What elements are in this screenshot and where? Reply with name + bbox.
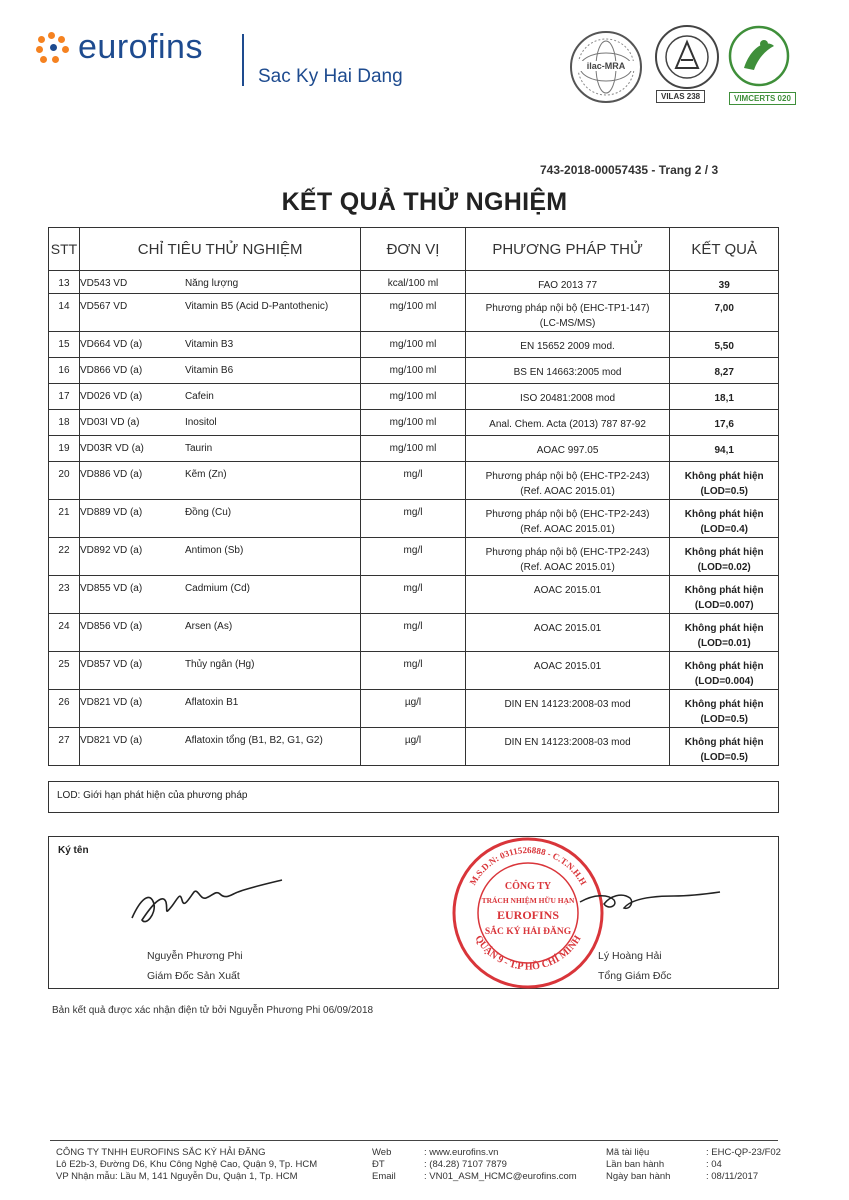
row-result [670, 436, 779, 462]
footer-email-label: Email [372, 1171, 396, 1182]
row-result-line1: 7,00 [714, 303, 734, 314]
row-method [465, 410, 670, 436]
row-unit: mg/l [361, 576, 465, 614]
row-code: VD03I VD (a) [79, 417, 140, 428]
row-code: VD543 VD [79, 278, 128, 289]
row-result-line2: (LOD=0.4) [700, 524, 748, 535]
row-result-line1: 18,1 [714, 393, 734, 404]
row-stt: 21 [49, 500, 80, 538]
footer-divider [50, 1140, 778, 1141]
table-row [49, 576, 779, 614]
row-code: VD855 VD (a) [79, 583, 143, 594]
row-parameter [79, 614, 360, 652]
table-row [49, 538, 779, 576]
left-signer-title: Giám Đốc Sản Xuất [147, 970, 240, 982]
footer-doc-labels [606, 1147, 670, 1183]
row-method [465, 271, 670, 294]
row-method [465, 384, 670, 410]
row-method-line1: AOAC 997.05 [536, 445, 599, 456]
table-row [49, 614, 779, 652]
row-code: VD889 VD (a) [79, 507, 143, 518]
row-unit: mg/l [361, 614, 465, 652]
row-parameter-name: Vitamin B6 [184, 365, 234, 376]
table-row [49, 271, 779, 294]
table-row [49, 410, 779, 436]
lod-note [48, 781, 779, 813]
row-method [465, 690, 670, 728]
row-method-line1: Phương pháp nội bộ (EHC-TP1-147) [485, 303, 650, 314]
table-row [49, 728, 779, 766]
footer-contact-values [424, 1147, 577, 1183]
row-parameter-name: Cafein [184, 391, 214, 402]
footer-company-block [56, 1147, 317, 1183]
footer-issue-label: Lần ban hành [606, 1159, 665, 1170]
row-result-line2: (LOD=0.007) [694, 600, 754, 611]
row-parameter-name: Arsen (As) [184, 621, 233, 632]
row-unit: mg/100 ml [361, 384, 465, 410]
row-result [670, 384, 779, 410]
row-result [670, 614, 779, 652]
boa-seal-icon [652, 24, 722, 90]
stamp-bottom-text: QUẬN 9 - T.P HỒ CHÍ MINH [472, 933, 584, 973]
row-stt: 22 [49, 538, 80, 576]
row-method-line1: AOAC 2015.01 [533, 585, 602, 596]
header-unit: ĐƠN VỊ [361, 228, 465, 271]
vimcerts-seal [724, 24, 796, 106]
row-code: VD026 VD (a) [79, 391, 143, 402]
row-parameter-name: Thủy ngân (Hg) [184, 659, 255, 670]
row-result [670, 410, 779, 436]
electronic-certification-note: Bản kết quả được xác nhận điện tử bởi Nguyễn Phương Phi 06/09/2018 [52, 1005, 374, 1016]
row-parameter [79, 271, 360, 294]
left-signer-name: Nguyễn Phương Phi [147, 950, 243, 962]
row-stt: 25 [49, 652, 80, 690]
row-parameter-name: Taurin [184, 443, 213, 454]
row-parameter-name: Năng lượng [184, 278, 239, 289]
stamp-line-1: CÔNG TY [504, 881, 552, 892]
row-method [465, 294, 670, 332]
row-unit: mg/l [361, 462, 465, 500]
row-method [465, 436, 670, 462]
row-result [670, 538, 779, 576]
left-signature-image [120, 870, 290, 930]
table-row [49, 294, 779, 332]
row-method-line1: BS EN 14663:2005 mod [513, 367, 622, 378]
footer-issue: : 04 [706, 1159, 722, 1170]
stamp-line-4: SẮC KÝ HẢI ĐĂNG [484, 927, 572, 937]
footer-doc-code: : EHC-QP-23/F02 [706, 1147, 781, 1158]
footer-doc-code-label: Mã tài liệu [606, 1147, 650, 1158]
row-method [465, 462, 670, 500]
boa-seal [652, 24, 722, 106]
row-code: VD821 VD (a) [79, 735, 143, 746]
row-unit: mg/100 ml [361, 294, 465, 332]
header-parameter: CHỈ TIÊU THỬ NGHIỆM [79, 228, 360, 271]
results-table [48, 227, 779, 766]
row-unit: mg/100 ml [361, 410, 465, 436]
row-parameter [79, 436, 360, 462]
row-result [670, 576, 779, 614]
brand-divider [242, 34, 244, 86]
row-parameter-name: Kẽm (Zn) [184, 469, 227, 480]
row-parameter-name: Aflatoxin B1 [184, 697, 239, 708]
row-stt: 15 [49, 332, 80, 358]
row-code: VD856 VD (a) [79, 621, 143, 632]
header-method: PHƯƠNG PHÁP THỬ [465, 228, 670, 271]
row-parameter [79, 358, 360, 384]
row-code: VD892 VD (a) [79, 545, 143, 556]
row-method [465, 500, 670, 538]
row-method [465, 728, 670, 766]
row-stt: 27 [49, 728, 80, 766]
row-result-line1: Không phát hiện [684, 547, 764, 558]
vilas-label: VILAS 238 [656, 90, 705, 103]
row-method [465, 576, 670, 614]
right-signer-name: Lý Hoàng Hải [598, 950, 662, 962]
row-parameter-name: Inositol [184, 417, 217, 428]
right-signature-image [574, 880, 724, 920]
footer-doc-values [706, 1147, 781, 1183]
row-unit: mg/100 ml [361, 332, 465, 358]
row-unit: µg/l [361, 728, 465, 766]
row-result [670, 690, 779, 728]
row-result-line2: (LOD=0.5) [700, 486, 748, 497]
row-result-line1: 8,27 [714, 367, 734, 378]
row-method-line1: EN 15652 2009 mod. [520, 341, 615, 352]
row-parameter [79, 576, 360, 614]
footer-address-1: Lô E2b-3, Đường D6, Khu Công Nghệ Cao, Quận 9, Tp. HCM [56, 1159, 318, 1170]
row-result [670, 271, 779, 294]
footer-phone: : (84.28) 7107 7879 [424, 1159, 507, 1170]
vimcerts-seal-icon [724, 24, 794, 88]
ilac-mra-seal [567, 28, 645, 106]
footer-company-name: CÔNG TY TNHH EUROFINS SẮC KÝ HẢI ĐĂNG [56, 1147, 266, 1158]
row-parameter-name: Đồng (Cu) [184, 507, 232, 518]
row-method-line2: (LC-MS/MS) [539, 318, 596, 329]
row-parameter [79, 384, 360, 410]
row-stt: 13 [49, 271, 80, 294]
document-number: 743-2018-00057435 - Trang 2 / 3 [540, 163, 719, 177]
table-row [49, 384, 779, 410]
row-result-line1: 17,6 [714, 419, 734, 430]
table-row [49, 462, 779, 500]
footer-email-link[interactable]: : VN01_ASM_HCMC@eurofins.com [424, 1171, 577, 1182]
sub-brand: Sac Ky Hai Dang [258, 66, 403, 87]
row-result-line1: 94,1 [714, 445, 734, 456]
row-result-line1: Không phát hiện [684, 661, 764, 672]
row-unit: mg/100 ml [361, 358, 465, 384]
row-method [465, 614, 670, 652]
row-unit: mg/l [361, 652, 465, 690]
vimcerts-label: VIMCERTS 020 [729, 92, 796, 105]
header-result: KẾT QUẢ [670, 228, 779, 271]
eurofins-dots-icon [36, 32, 72, 64]
row-method-line1: Phương pháp nội bộ (EHC-TP2-243) [485, 471, 650, 482]
row-parameter [79, 500, 360, 538]
row-result-line2: (LOD=0.5) [700, 752, 748, 763]
row-code: VD886 VD (a) [79, 469, 143, 480]
row-method-line2: (Ref. AOAC 2015.01) [520, 562, 615, 573]
eurofins-logo [36, 28, 203, 67]
row-method-line1: Anal. Chem. Acta (2013) 787 87-92 [489, 419, 646, 430]
row-method-line1: Phương pháp nội bộ (EHC-TP2-243) [485, 509, 650, 520]
table-row [49, 652, 779, 690]
footer-web-link[interactable]: : www.eurofins.vn [424, 1147, 499, 1158]
row-parameter [79, 294, 360, 332]
row-method [465, 332, 670, 358]
signature-heading: Ký tên [58, 845, 89, 856]
row-parameter [79, 538, 360, 576]
ilac-label: ilac-MRA [575, 61, 637, 71]
row-result [670, 294, 779, 332]
row-parameter-name: Vitamin B3 [184, 339, 234, 350]
row-stt: 16 [49, 358, 80, 384]
row-unit: mg/100 ml [361, 436, 465, 462]
row-result-line1: 5,50 [714, 341, 734, 352]
brand-name: eurofins [78, 28, 203, 66]
table-row [49, 436, 779, 462]
row-parameter [79, 410, 360, 436]
table-header-row [49, 228, 779, 271]
row-result-line1: Không phát hiện [684, 737, 764, 748]
table-row [49, 690, 779, 728]
header-stt: STT [49, 228, 80, 271]
row-unit: mg/l [361, 500, 465, 538]
row-method [465, 538, 670, 576]
row-method-line1: DIN EN 14123:2008-03 mod [504, 737, 631, 748]
row-result-line1: Không phát hiện [684, 585, 764, 596]
lod-note-text: LOD: Giới hạn phát hiện của phương pháp [57, 790, 248, 801]
row-unit: kcal/100 ml [361, 271, 465, 294]
row-result [670, 652, 779, 690]
right-signer-title: Tổng Giám Đốc [598, 970, 672, 982]
row-result [670, 358, 779, 384]
row-unit: µg/l [361, 690, 465, 728]
row-parameter [79, 462, 360, 500]
row-result-line2: (LOD=0.02) [697, 562, 751, 573]
page-title: KẾT QUẢ THỬ NGHIỆM [281, 188, 568, 216]
row-stt: 19 [49, 436, 80, 462]
row-code: VD664 VD (a) [79, 339, 143, 350]
footer-date-label: Ngày ban hành [606, 1171, 671, 1182]
row-method-line1: AOAC 2015.01 [533, 623, 602, 634]
row-stt: 18 [49, 410, 80, 436]
row-parameter [79, 728, 360, 766]
row-result-line1: 39 [718, 280, 730, 291]
row-method-line2: (Ref. AOAC 2015.01) [520, 486, 615, 497]
row-result-line1: Không phát hiện [684, 471, 764, 482]
footer-web-label: Web [372, 1147, 392, 1158]
row-method-line1: Phương pháp nội bộ (EHC-TP2-243) [485, 547, 650, 558]
row-result-line2: (LOD=0.004) [694, 676, 754, 687]
footer-phone-label: ĐT [372, 1159, 385, 1170]
row-parameter [79, 332, 360, 358]
row-result [670, 728, 779, 766]
table-row [49, 332, 779, 358]
row-parameter-name: Aflatoxin tổng (B1, B2, G1, G2) [184, 735, 323, 746]
footer-address-2: VP Nhận mẫu: Lầu M, 141 Nguyễn Du, Quận 1, Tp. HCM [56, 1171, 298, 1182]
table-row [49, 358, 779, 384]
row-result [670, 462, 779, 500]
row-parameter-name: Vitamin B5 (Acid D-Pantothenic) [184, 301, 329, 312]
row-method [465, 652, 670, 690]
row-result-line2: (LOD=0.5) [700, 714, 748, 725]
row-code: VD857 VD (a) [79, 659, 143, 670]
row-method-line1: FAO 2013 77 [538, 280, 598, 291]
row-method-line2: (Ref. AOAC 2015.01) [520, 524, 615, 535]
row-result-line1: Không phát hiện [684, 623, 764, 634]
row-method-line1: ISO 20481:2008 mod [520, 393, 616, 404]
row-result-line1: Không phát hiện [684, 699, 764, 710]
row-stt: 23 [49, 576, 80, 614]
row-result-line2: (LOD=0.01) [697, 638, 751, 649]
row-stt: 14 [49, 294, 80, 332]
row-method-line1: DIN EN 14123:2008-03 mod [504, 699, 631, 710]
row-method-line1: AOAC 2015.01 [533, 661, 602, 672]
row-parameter [79, 652, 360, 690]
row-code: VD821 VD (a) [79, 697, 143, 708]
row-code: VD03R VD (a) [79, 443, 144, 454]
row-result [670, 332, 779, 358]
footer-contact-labels [372, 1147, 396, 1183]
row-result-line1: Không phát hiện [684, 509, 764, 520]
stamp-line-3: EUROFINS [496, 908, 560, 922]
row-stt: 20 [49, 462, 80, 500]
stamp-line-2: TRÁCH NHIỆM HỮU HẠN [481, 896, 575, 905]
row-parameter [79, 690, 360, 728]
row-unit: mg/l [361, 538, 465, 576]
row-parameter-name: Cadmium (Cd) [184, 583, 250, 594]
table-row [49, 500, 779, 538]
footer-date: : 08/11/2017 [706, 1171, 759, 1182]
row-parameter-name: Antimon (Sb) [184, 545, 244, 556]
row-stt: 17 [49, 384, 80, 410]
row-stt: 26 [49, 690, 80, 728]
row-stt: 24 [49, 614, 80, 652]
row-method [465, 358, 670, 384]
row-code: VD567 VD [79, 301, 128, 312]
row-code: VD866 VD (a) [79, 365, 143, 376]
stamp-top-text: M.S.D.N: 0311526888 - C.T.N.H.H [467, 844, 589, 887]
row-result [670, 500, 779, 538]
